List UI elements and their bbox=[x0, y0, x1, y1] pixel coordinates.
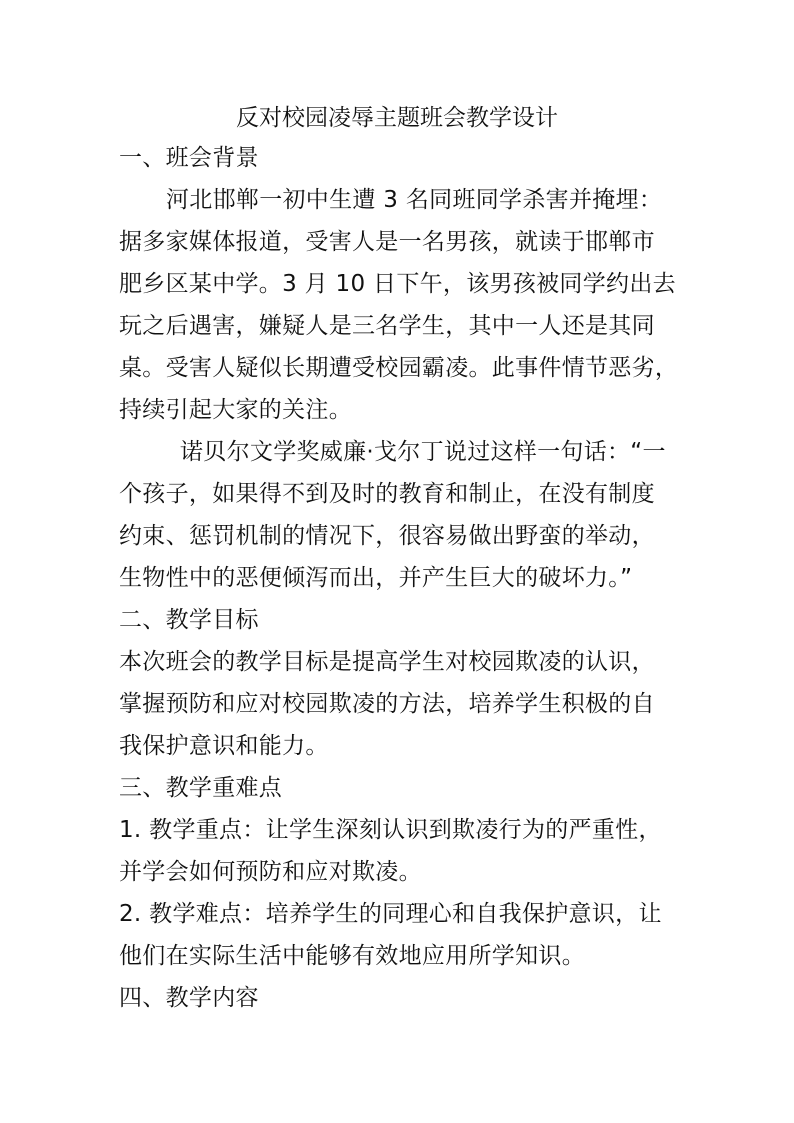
list-item-line: 他们在实际生活中能够有效地应用所学知识。 bbox=[119, 943, 585, 969]
paragraph-line: 掌握预防和应对校园欺凌的方法，培养学生积极的自 bbox=[119, 691, 655, 717]
section-heading-objectives: 二、教学目标 bbox=[119, 607, 259, 633]
list-item-line: 2. 教学难点：培养学生的同理心和自我保护意识，让 bbox=[119, 901, 662, 927]
document-title: 反对校园凌辱主题班会教学设计 bbox=[236, 105, 558, 131]
list-item-line: 1. 教学重点：让学生深刻认识到欺凌行为的严重性， bbox=[119, 817, 662, 843]
quote-line: 个孩子，如果得不到及时的教育和制止，在没有制度 bbox=[119, 481, 655, 507]
quote-line: 诺贝尔文学奖威廉·戈尔丁说过这样一句话：“一 bbox=[180, 439, 666, 465]
section-heading-background: 一、班会背景 bbox=[119, 145, 259, 171]
paragraph-line: 本次班会的教学目标是提高学生对校园欺凌的认识， bbox=[119, 649, 655, 675]
section-heading-key-points: 三、教学重难点 bbox=[119, 775, 283, 801]
paragraph-line: 我保护意识和能力。 bbox=[119, 733, 329, 759]
quote-line: 生物性中的恶便倾泻而出，并产生巨大的破坏力。” bbox=[119, 565, 633, 591]
paragraph-line: 据多家媒体报道，受害人是一名男孩，就读于邯郸市 bbox=[119, 229, 655, 255]
paragraph-line: 河北邯郸一初中生遭 3 名同班同学杀害并掩埋： bbox=[166, 187, 663, 213]
quote-line: 约束、惩罚机制的情况下，很容易做出野蛮的举动， bbox=[119, 523, 655, 549]
paragraph-line: 桌。受害人疑似长期遭受校园霸凌。此事件情节恶劣， bbox=[119, 355, 679, 381]
section-heading-content: 四、教学内容 bbox=[119, 985, 259, 1011]
paragraph-line: 玩之后遇害，嫌疑人是三名学生，其中一人还是其同 bbox=[119, 313, 655, 339]
paragraph-line: 肥乡区某中学。3 月 10 日下午，该男孩被同学约出去 bbox=[119, 271, 676, 297]
list-item-line: 并学会如何预防和应对欺凌。 bbox=[119, 859, 422, 885]
paragraph-line: 持续引起大家的关注。 bbox=[119, 397, 352, 423]
